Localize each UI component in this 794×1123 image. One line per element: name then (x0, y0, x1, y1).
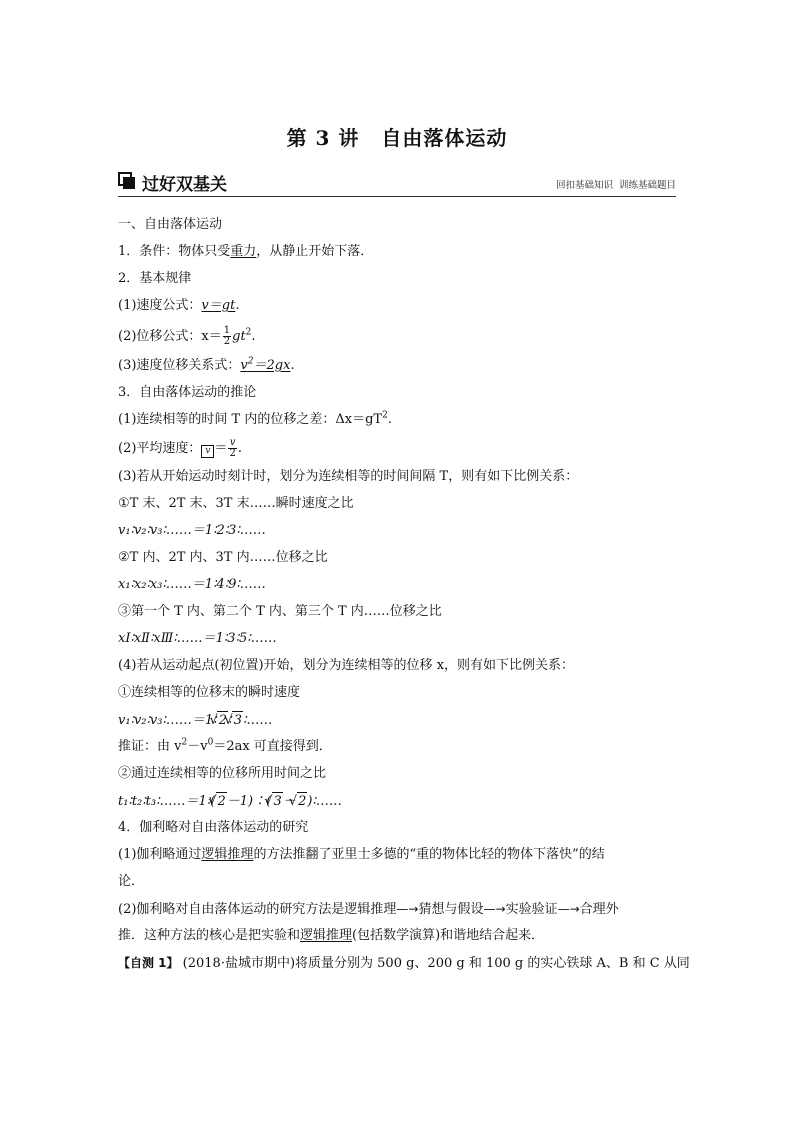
displacement-formula: (2)位移公式：x＝ $\frac{1}{2}$ $gt^2$. (118, 325, 256, 347)
section-subtitle-a: 回扣基础知识 (555, 180, 613, 191)
velocity-displacement-formula: (3)速度位移关系式：$v^2=2gx$. (118, 356, 295, 373)
section-title: 过好双基关 (142, 175, 227, 195)
self-test-tag: 【自测 1】 (118, 956, 179, 970)
section-subtitle (556, 177, 676, 191)
lecture-topic: 自由落体运动 (381, 126, 508, 150)
section-header (118, 170, 676, 197)
arrow-icon: —→ (483, 902, 506, 916)
inference-3: (3)若从开始运动时刻计时，划分为连续相等的时间间隔 T，则有如下比例关系： (118, 469, 579, 484)
answer-logic-reasoning-1: 逻辑推理 (201, 847, 254, 862)
galileo-1-cont: 论． (118, 874, 145, 889)
inference-4: (4)若从运动起点(初位置)开始，划分为连续相等的位移 x，则有如下比例关系： (118, 658, 575, 673)
condition-line: 1．条件：物体只受重力，从静止开始下落． (118, 244, 374, 259)
inference-heading: 3．自由落体运动的推论 (118, 385, 257, 400)
ratio-5-value: t₁∶t₂∶t₃∶……＝1∶(√ 2－1)∶(√ 3－√ 2)∶…… (118, 792, 342, 811)
page-title (0, 122, 794, 151)
answer-velocity: v＝gt (201, 298, 236, 313)
inference-1: (1)连续相等的时间 T 内的位移之差：$\Delta x=gT^2$. (118, 410, 392, 427)
galileo-2: (2)伽利略对自由落体运动的研究方法是逻辑推理—→猜想与假设—→实验验证—→合理外 (118, 902, 619, 917)
inference-2: (2)平均速度： v ＝ $\frac{v}{2}$ . (118, 437, 242, 459)
ratio-2-value: x₁∶x₂∶x₃∶……＝1∶4∶9∶…… (118, 577, 266, 592)
section-subtitle-b: 训练基础题目 (618, 180, 676, 191)
velocity-formula: (1)速度公式：v＝gt. (118, 298, 240, 313)
ratio-2-title: ②T 内、2T 内、3T 内……位移之比 (118, 550, 328, 565)
galileo-1: (1)伽利略通过逻辑推理的方法推翻了亚里士多德的“重的物体比轻的物体下落快”的结 (118, 847, 605, 862)
answer-gravity: 重力 (230, 244, 257, 259)
ratio-3-value: xⅠ∶xⅡ∶xⅢ∶……＝1∶3∶5∶…… (118, 631, 277, 646)
arrow-icon: —→ (396, 902, 419, 916)
lecture-number: 第 3 讲 (286, 126, 360, 150)
ratio-3-title: ③第一个 T 内、第二个 T 内、第三个 T 内……位移之比 (118, 604, 442, 619)
ratio-5-title: ②通过连续相等的位移所用时间之比 (118, 766, 327, 781)
ratio-4-value: v₁∶v₂∶v₃∶……＝1∶√ 2∶√ 3∶…… (118, 711, 272, 730)
galileo-2-cont: 推．这种方法的核心是把实验和逻辑推理(包括数学演算)和谐地结合起来． (118, 928, 545, 943)
ratio-1-title: ①T 末、2T 末、3T 末……瞬时速度之比 (118, 496, 354, 511)
self-test-line: 【自测 1】 (2018·盐城市期中)将质量分别为 500 g、200 g 和 100 g 的实心铁球 A、B 和 C 从同 (118, 956, 690, 971)
ratio-4-title: ①连续相等的位移末的瞬时速度 (118, 685, 301, 700)
avg-velocity-symbol: v (201, 445, 214, 458)
heading-free-fall: 一、自由落体运动 (118, 217, 223, 232)
answer-logic-reasoning-2: 逻辑推理 (300, 928, 353, 943)
section-marker-icon (118, 172, 136, 190)
galileo-heading: 4．伽利略对自由落体运动的研究 (118, 820, 309, 835)
arrow-icon: —→ (557, 902, 580, 916)
ratio-1-value: v₁∶v₂∶v₃∶……＝1∶2∶3∶…… (118, 523, 266, 538)
proof-line: 推证：由 $v^2-v^0=2ax$ 可直接得到． (118, 737, 332, 754)
basic-laws-heading: 2．基本规律 (118, 271, 192, 286)
